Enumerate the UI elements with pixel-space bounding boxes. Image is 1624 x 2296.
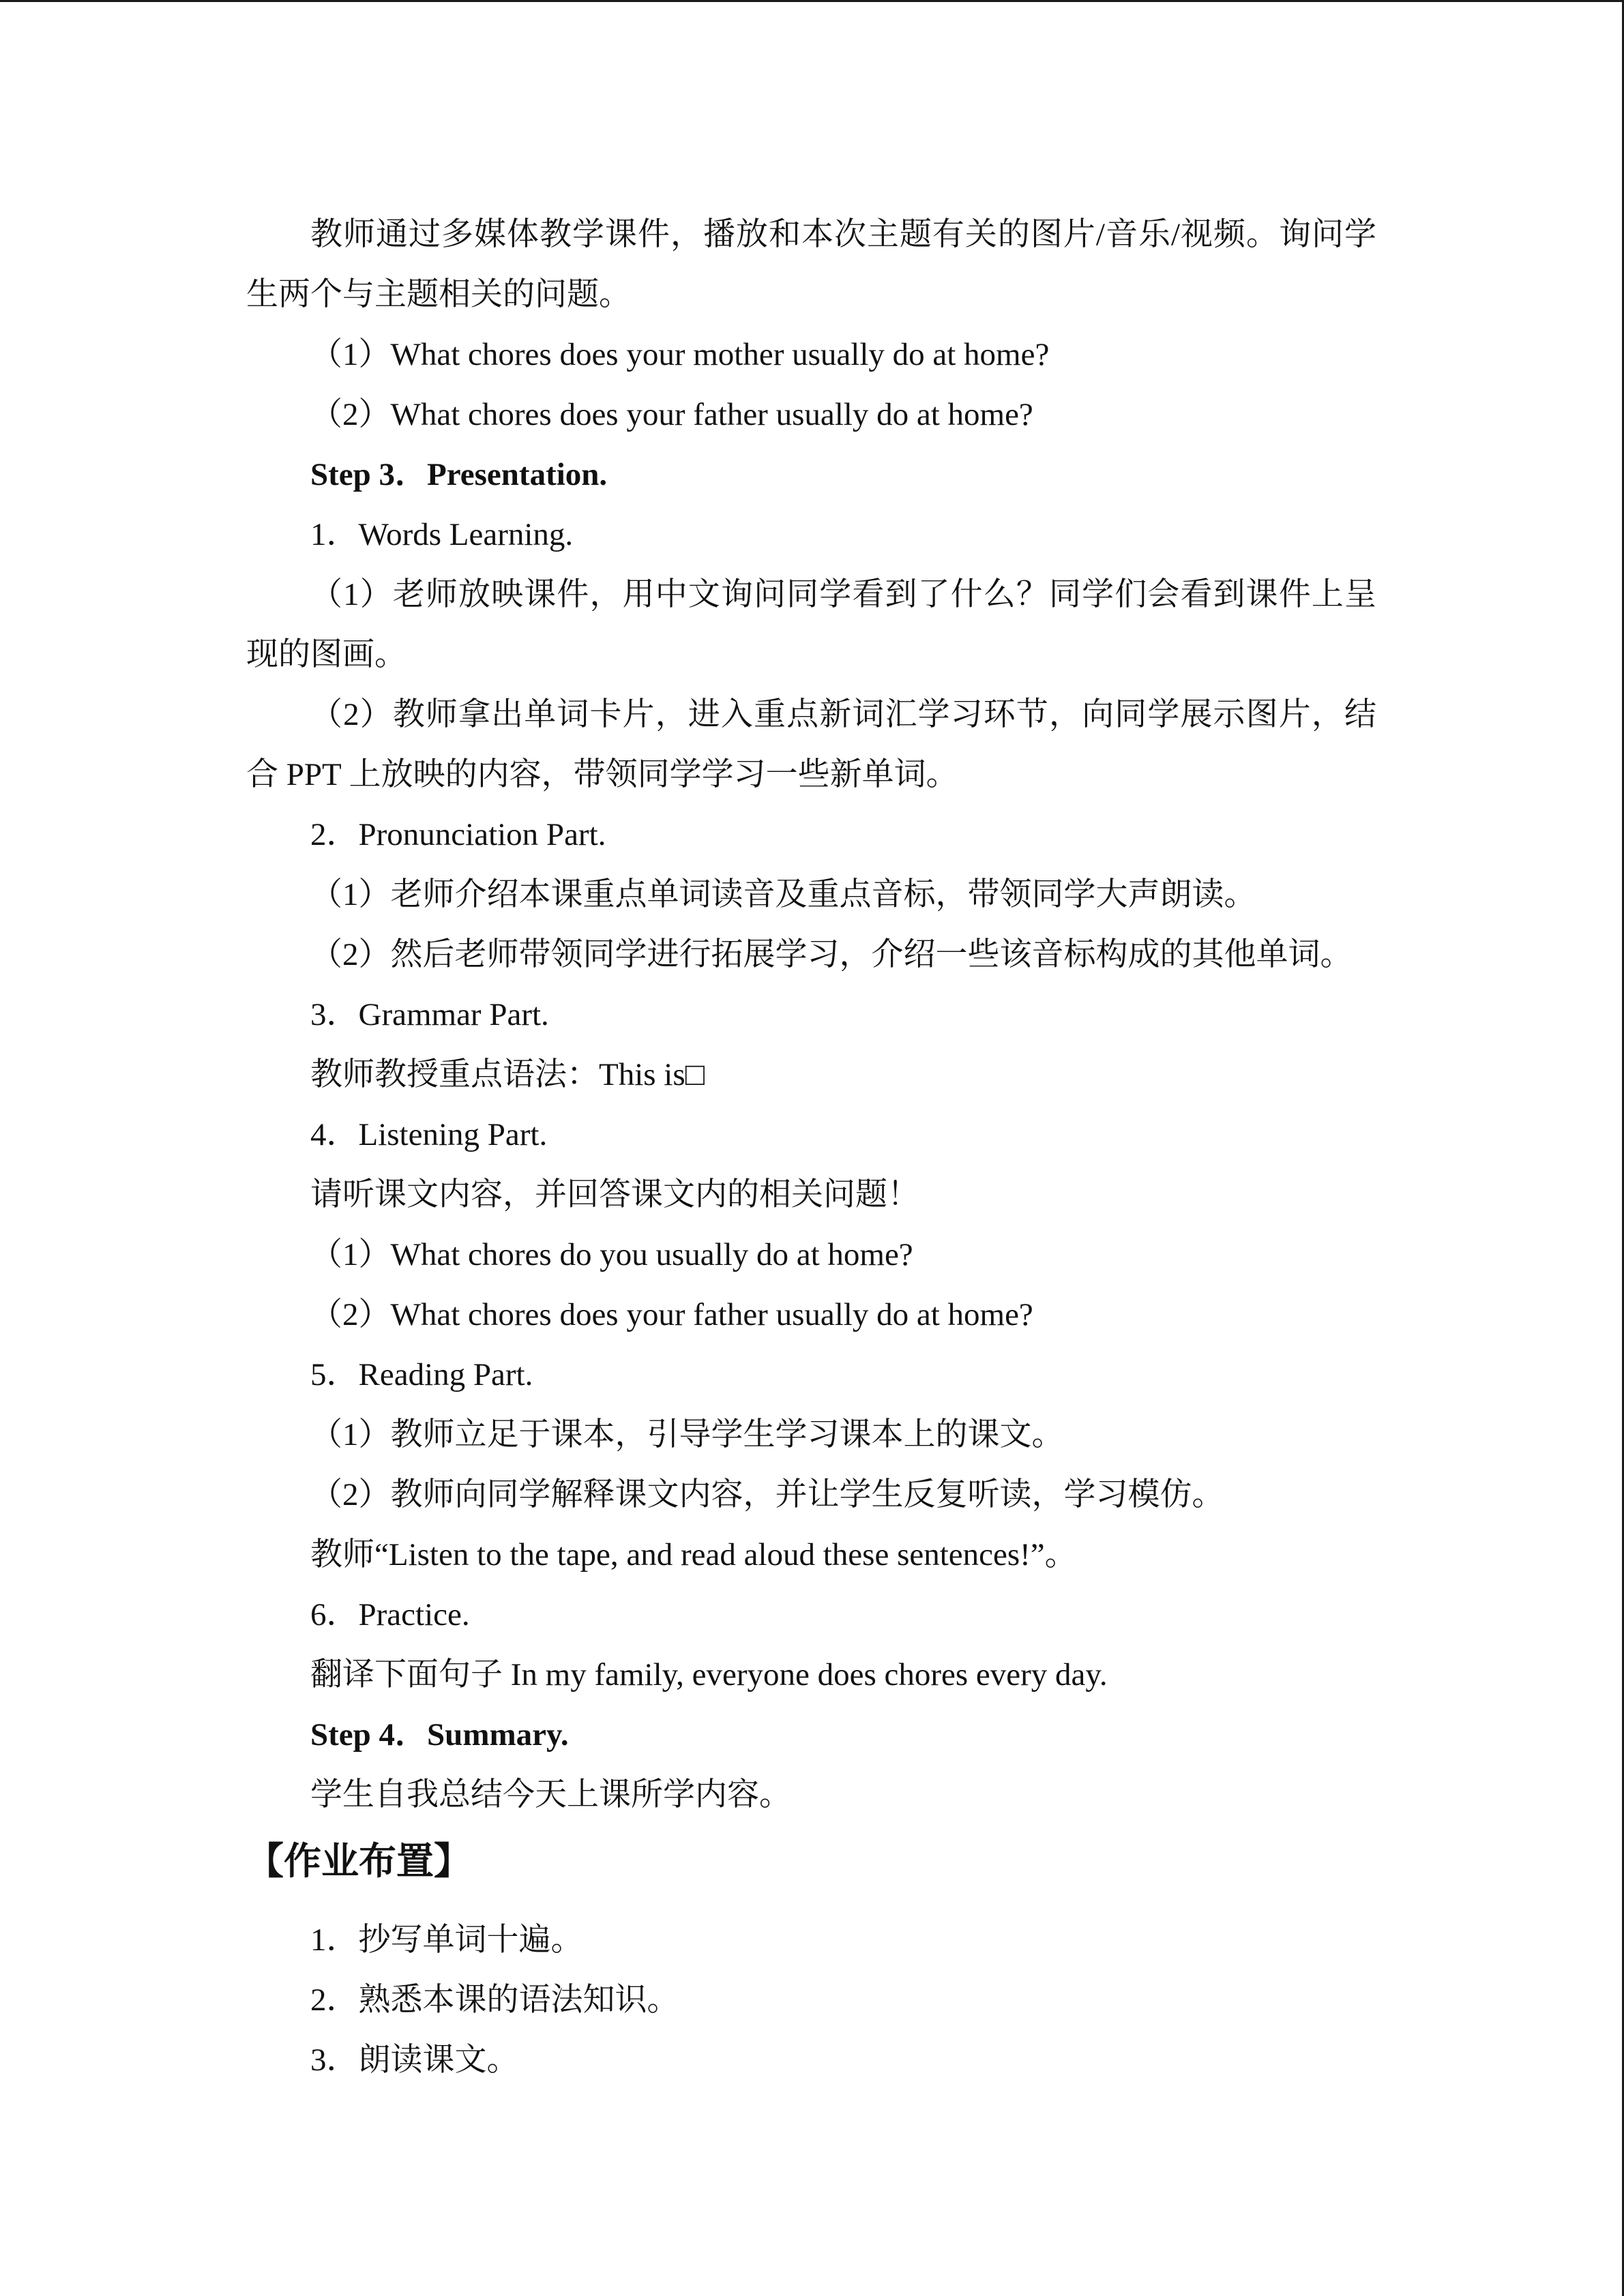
warm-up-section [246,205,1376,445]
practice-title: 6．Practice. [310,1597,470,1632]
homework-list [246,1910,1376,2090]
practice-text: 翻译下面句子 In my family, everyone does chores every day. [310,1657,1108,1693]
listening-title: 4．Listening Part. [310,1117,548,1152]
reading-title: 5．Reading Part. [310,1357,533,1392]
homework-item: 1．抄写单词十遍。 [310,1922,583,1958]
pronunciation-item: （1）老师介绍本课重点单词读音及重点音标，带领同学大声朗读。 [310,877,1256,912]
warm-up-paragraph-line: 生两个与主题相关的问题。 [246,277,631,312]
warm-up-question: （1）What chores does your mother usually do at home? [310,337,1050,372]
grammar-text: 教师教授重点语法：This is□ [310,1057,705,1092]
listening-question: （1）What chores do you usually do at home? [310,1237,913,1272]
words-learning-title: 1．Words Learning. [310,517,574,552]
homework-heading: 【作业布置】 [246,1839,472,1883]
grammar-title: 3．Grammar Part. [310,997,549,1032]
homework-item: 2．熟悉本课的语法知识。 [310,1982,679,2018]
listening-question: （2）What chores does your father usually do at home? [310,1297,1033,1332]
step-3-title: Step 3．Presentation. [310,457,608,492]
step-4-title: Step 4．Summary. [310,1717,569,1753]
reading-item: （2）教师向同学解释课文内容，并让学生反复听读，学习模仿。 [310,1477,1224,1512]
words-learning-item-line: 现的图画。 [246,637,407,672]
pronunciation-title: 2．Pronunciation Part. [310,817,606,852]
summary-section [246,1705,1376,1825]
warm-up-question: （2）What chores does your father usually do at home? [310,397,1033,432]
words-learning-item-line: 合 PPT 上放映的内容，带领同学学习一些新单词。 [246,757,958,792]
reading-item: （1）教师立足于课本，引导学生学习课本上的课文。 [310,1417,1064,1452]
presentation-section [246,445,1376,1705]
pronunciation-item: （2）然后老师带领同学进行拓展学习，介绍一些该音标构成的其他单词。 [310,937,1353,972]
homework-item: 3．朗读课文。 [310,2042,519,2078]
words-learning-item-line: （1）老师放映课件，用中文询问同学看到了什么？同学们会看到课件上呈 [310,577,1376,612]
reading-instruction: 教师“Listen to the tape, and read aloud these sentences!”。 [310,1537,1077,1572]
summary-text: 学生自我总结今天上课所学内容。 [310,1777,791,1813]
words-learning-item-line: （2）教师拿出单词卡片，进入重点新词汇学习环节，向同学展示图片，结 [310,697,1376,732]
lesson-body [246,205,1376,1825]
listening-instruction: 请听课文内容，并回答课文内的相关问题！ [310,1177,919,1212]
warm-up-paragraph-line: 教师通过多媒体教学课件，播放和本次主题有关的图片/音乐/视频。询问学 [310,217,1376,252]
